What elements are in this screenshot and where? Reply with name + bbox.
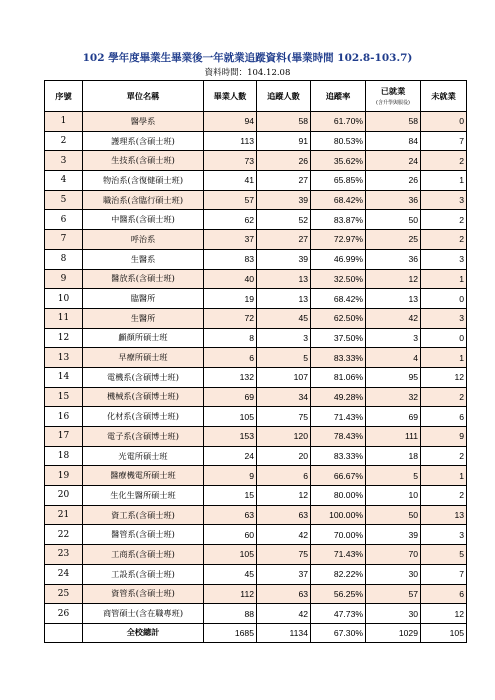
row-track-rate: 82.22% [311,564,366,584]
row-graduates: 62 [204,210,257,230]
row-track-rate: 65.85% [311,171,366,191]
row-graduates: 105 [204,407,257,427]
row-graduates: 37 [204,230,257,250]
row-unit: 物治系(含復健碩士班) [83,171,204,191]
row-unemployed: 7 [421,564,467,584]
row-track-rate: 35.62% [311,151,366,171]
table-row [45,505,467,525]
table-row [45,387,467,407]
table-header-row [45,81,467,112]
total-label: 全校總計 [83,623,204,642]
row-track-rate: 71.43% [311,407,366,427]
row-no: 24 [45,564,83,584]
row-unit: 醫放系(含碩士班) [83,269,204,289]
row-tracked: 27 [257,230,311,250]
col-header-no: 序號 [45,81,83,112]
table-row [45,545,467,565]
row-employed: 10 [366,486,421,506]
row-no: 21 [45,505,83,525]
row-unit: 醫管系(含碩士班) [83,525,204,545]
row-unemployed: 2 [421,230,467,250]
row-graduates: 24 [204,446,257,466]
row-unemployed: 1 [421,171,467,191]
row-track-rate: 72.97% [311,230,366,250]
row-track-rate: 78.43% [311,427,366,447]
row-no: 17 [45,427,83,447]
table-row [45,131,467,151]
employed-label: 已就業 [380,86,406,96]
row-unemployed: 2 [421,387,467,407]
row-tracked: 39 [257,249,311,269]
row-unemployed: 3 [421,249,467,269]
row-unit: 生技系(含碩士班) [83,151,204,171]
row-no: 9 [45,269,83,289]
row-employed: 25 [366,230,421,250]
row-unit: 生化生醫所碩士班 [83,486,204,506]
row-track-rate: 83.87% [311,210,366,230]
row-unemployed: 0 [421,112,467,132]
row-unit: 資管系(含碩士班) [83,584,204,604]
row-no: 26 [45,604,83,624]
table-row [45,348,467,368]
row-track-rate: 66.67% [311,466,366,486]
row-unemployed: 12 [421,367,467,387]
row-no: 1 [45,112,83,132]
row-unit: 資工系(含碩士班) [83,505,204,525]
row-no: 15 [45,387,83,407]
row-graduates: 40 [204,269,257,289]
row-graduates: 69 [204,387,257,407]
row-track-rate: 83.33% [311,446,366,466]
total-row [45,623,467,642]
row-unit: 醫療機電所碩士班 [83,466,204,486]
row-graduates: 132 [204,367,257,387]
total-graduates: 1685 [204,623,257,642]
col-header-graduates: 畢業人數 [204,81,257,112]
row-graduates: 73 [204,151,257,171]
row-employed: 50 [366,505,421,525]
row-graduates: 83 [204,249,257,269]
row-unit: 醫學系 [83,112,204,132]
row-unit: 工商系(含碩士班) [83,545,204,565]
row-no: 6 [45,210,83,230]
row-no: 18 [45,446,83,466]
row-unemployed: 7 [421,131,467,151]
row-track-rate: 80.53% [311,131,366,151]
row-no: 2 [45,131,83,151]
row-no: 14 [45,367,83,387]
row-employed: 36 [366,190,421,210]
row-no: 4 [45,171,83,191]
row-graduates: 45 [204,564,257,584]
row-tracked: 39 [257,190,311,210]
table-row [45,171,467,191]
row-employed: 13 [366,289,421,309]
row-no: 11 [45,308,83,328]
table-row [45,486,467,506]
row-no: 19 [45,466,83,486]
row-employed: 57 [366,584,421,604]
row-unemployed: 0 [421,289,467,309]
col-header-unit: 單位名稱 [83,81,204,112]
row-track-rate: 100.00% [311,505,366,525]
row-graduates: 15 [204,486,257,506]
col-header-employed [366,81,421,112]
row-tracked: 5 [257,348,311,368]
row-track-rate: 61.70% [311,112,366,132]
table-row [45,466,467,486]
row-tracked: 12 [257,486,311,506]
row-unit: 電子系(含碩博士班) [83,427,204,447]
row-unemployed: 2 [421,151,467,171]
row-graduates: 6 [204,348,257,368]
row-track-rate: 37.50% [311,328,366,348]
row-tracked: 120 [257,427,311,447]
row-tracked: 107 [257,367,311,387]
row-employed: 69 [366,407,421,427]
row-tracked: 3 [257,328,311,348]
row-unemployed: 3 [421,190,467,210]
total-unemployed: 105 [421,623,467,642]
row-no: 25 [45,584,83,604]
row-track-rate: 68.42% [311,190,366,210]
row-no: 12 [45,328,83,348]
row-no: 3 [45,151,83,171]
table-row [45,367,467,387]
row-unemployed: 1 [421,466,467,486]
row-unemployed: 6 [421,407,467,427]
table-row [45,308,467,328]
row-graduates: 8 [204,328,257,348]
table-row [45,328,467,348]
row-employed: 4 [366,348,421,368]
row-tracked: 63 [257,584,311,604]
row-no: 8 [45,249,83,269]
row-unit: 生醫所 [83,308,204,328]
row-track-rate: 70.00% [311,525,366,545]
row-unit: 機械系(含碩博士班) [83,387,204,407]
row-employed: 39 [366,525,421,545]
row-unemployed: 6 [421,584,467,604]
row-tracked: 13 [257,289,311,309]
row-unit: 生醫系 [83,249,204,269]
row-tracked: 75 [257,407,311,427]
row-tracked: 6 [257,466,311,486]
row-unemployed: 12 [421,604,467,624]
total-no [45,623,83,642]
row-track-rate: 80.00% [311,486,366,506]
row-employed: 70 [366,545,421,565]
row-unemployed: 1 [421,269,467,289]
row-unemployed: 3 [421,308,467,328]
row-track-rate: 56.25% [311,584,366,604]
row-no: 5 [45,190,83,210]
table-row [45,289,467,309]
row-unemployed: 2 [421,446,467,466]
row-employed: 84 [366,131,421,151]
table-row [45,210,467,230]
row-unit: 中醫系(含碩士班) [83,210,204,230]
row-employed: 32 [366,387,421,407]
row-unit: 商管碩士(含在職專班) [83,604,204,624]
row-tracked: 42 [257,604,311,624]
row-track-rate: 71.43% [311,545,366,565]
employment-table [44,80,467,643]
total-employed: 1029 [366,623,421,642]
data-date: 資料時間：104.12.08 [204,68,291,78]
row-employed: 26 [366,171,421,191]
row-tracked: 26 [257,151,311,171]
row-track-rate: 62.50% [311,308,366,328]
table-row [45,525,467,545]
row-employed: 3 [366,328,421,348]
row-employed: 12 [366,269,421,289]
row-unemployed: 1 [421,348,467,368]
row-unemployed: 2 [421,210,467,230]
row-no: 22 [45,525,83,545]
row-no: 23 [45,545,83,565]
row-employed: 5 [366,466,421,486]
row-employed: 18 [366,446,421,466]
row-unit: 化材系(含碩博士班) [83,407,204,427]
row-track-rate: 83.33% [311,348,366,368]
row-no: 10 [45,289,83,309]
row-employed: 36 [366,249,421,269]
row-graduates: 113 [204,131,257,151]
row-unit: 工設系(含碩士班) [83,564,204,584]
row-graduates: 105 [204,545,257,565]
row-track-rate: 46.99% [311,249,366,269]
table-row [45,190,467,210]
row-unit: 呼治系 [83,230,204,250]
row-tracked: 45 [257,308,311,328]
row-unemployed: 9 [421,427,467,447]
page-title: 102 學年度畢業生畢業後一年就業追蹤資料(畢業時間 102.8-103.7) [82,52,413,64]
row-employed: 30 [366,604,421,624]
table-row [45,112,467,132]
employed-note: (含升學與服役) [376,100,410,106]
row-unemployed: 3 [421,525,467,545]
row-tracked: 63 [257,505,311,525]
table-row [45,427,467,447]
row-employed: 42 [366,308,421,328]
row-unit: 光電所碩士班 [83,446,204,466]
row-unemployed: 2 [421,486,467,506]
row-graduates: 41 [204,171,257,191]
row-tracked: 75 [257,545,311,565]
col-header-unemployed: 未就業 [421,81,467,112]
row-unit: 顱顏所碩士班 [83,328,204,348]
row-tracked: 42 [257,525,311,545]
total-tracked: 1134 [257,623,311,642]
table-row [45,564,467,584]
row-graduates: 57 [204,190,257,210]
row-graduates: 153 [204,427,257,447]
row-graduates: 60 [204,525,257,545]
row-no: 20 [45,486,83,506]
row-track-rate: 68.42% [311,289,366,309]
row-unemployed: 0 [421,328,467,348]
row-no: 13 [45,348,83,368]
row-tracked: 58 [257,112,311,132]
row-employed: 95 [366,367,421,387]
col-header-track-rate: 追蹤率 [311,81,366,112]
row-track-rate: 47.73% [311,604,366,624]
row-graduates: 72 [204,308,257,328]
row-graduates: 9 [204,466,257,486]
row-unit: 護理系(含碩士班) [83,131,204,151]
table-row [45,446,467,466]
table-row [45,407,467,427]
row-no: 16 [45,407,83,427]
col-header-tracked: 追蹤人數 [257,81,311,112]
row-unit: 臨醫所 [83,289,204,309]
row-graduates: 19 [204,289,257,309]
row-track-rate: 32.50% [311,269,366,289]
row-graduates: 94 [204,112,257,132]
total-track-rate: 67.30% [311,623,366,642]
row-graduates: 88 [204,604,257,624]
row-unit: 電機系(含碩博士班) [83,367,204,387]
table-row [45,151,467,171]
row-employed: 24 [366,151,421,171]
row-tracked: 52 [257,210,311,230]
table-row [45,249,467,269]
table-row [45,584,467,604]
row-employed: 30 [366,564,421,584]
row-employed: 50 [366,210,421,230]
row-tracked: 91 [257,131,311,151]
row-graduates: 63 [204,505,257,525]
row-employed: 111 [366,427,421,447]
row-tracked: 34 [257,387,311,407]
row-graduates: 112 [204,584,257,604]
row-no: 7 [45,230,83,250]
row-track-rate: 49.28% [311,387,366,407]
row-tracked: 37 [257,564,311,584]
row-track-rate: 81.06% [311,367,366,387]
row-unemployed: 13 [421,505,467,525]
table-row [45,269,467,289]
table-row [45,604,467,624]
row-tracked: 27 [257,171,311,191]
row-unit: 職治系(含臨行碩士班) [83,190,204,210]
row-unemployed: 5 [421,545,467,565]
row-tracked: 20 [257,446,311,466]
row-tracked: 13 [257,269,311,289]
table-row [45,230,467,250]
row-employed: 58 [366,112,421,132]
row-unit: 早療所碩士班 [83,348,204,368]
